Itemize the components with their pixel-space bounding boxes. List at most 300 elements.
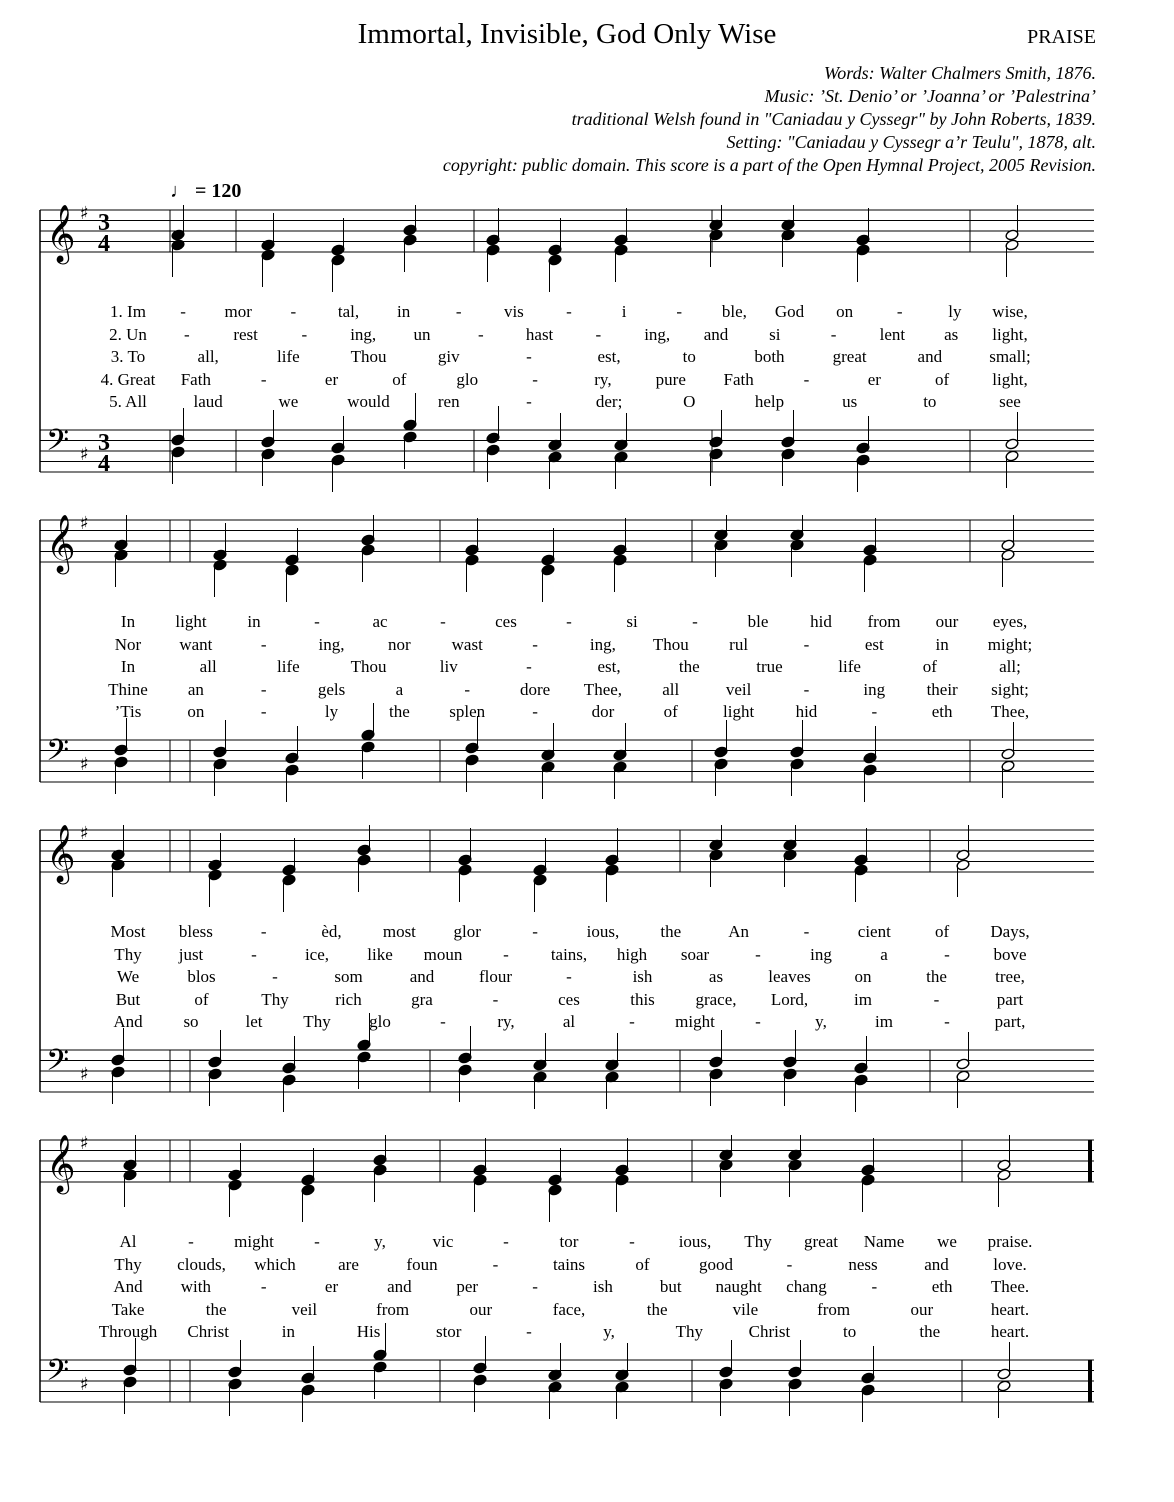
bass-clef-icon: 𝄢 bbox=[46, 1044, 70, 1085]
lyric-line-verse-5 bbox=[0, 702, 1174, 722]
lyric-syllable: Thou bbox=[652, 634, 689, 654]
hyphen: - bbox=[803, 679, 810, 699]
lyric-syllable: Lord, bbox=[770, 989, 809, 1009]
lyric-syllable: tains bbox=[552, 1254, 586, 1274]
lyric-syllable: er bbox=[324, 369, 339, 389]
lyric-syllable: rul bbox=[729, 634, 749, 654]
lyric-syllable: from bbox=[376, 1299, 410, 1319]
lyric-syllable: est bbox=[864, 634, 884, 654]
hyphen: - bbox=[755, 944, 761, 964]
lyric-syllable: But bbox=[115, 989, 141, 1009]
lyric-syllable: vis bbox=[503, 302, 524, 321]
lyric-syllable: Nor bbox=[114, 634, 142, 654]
lyric-syllable: to bbox=[682, 347, 696, 366]
lyric-line-verse-5 bbox=[0, 1322, 1174, 1342]
lyric-syllable: cient bbox=[857, 922, 891, 941]
hyphen: - bbox=[532, 1277, 538, 1296]
lyric-syllable: of bbox=[392, 369, 407, 389]
lyric-syllable: un bbox=[413, 324, 431, 344]
lyric-syllable: der; bbox=[595, 392, 623, 411]
lyric-syllable: life bbox=[838, 657, 861, 676]
hyphen: - bbox=[260, 702, 267, 721]
lyric-syllable: tor bbox=[559, 1232, 579, 1251]
system-3 bbox=[0, 825, 1174, 1125]
lyric-syllable: to bbox=[843, 1322, 857, 1341]
lyric-syllable: heart. bbox=[990, 1322, 1030, 1341]
hyphen: - bbox=[526, 347, 532, 366]
hymn-title: Immortal, Invisible, God Only Wise bbox=[357, 18, 777, 50]
lyric-syllable: us bbox=[842, 392, 858, 411]
lyric-syllable: tree, bbox=[995, 967, 1025, 986]
lyric-syllable: 2. Un bbox=[109, 324, 147, 344]
lyric-syllable: mor bbox=[224, 302, 252, 321]
lyric-syllable: èd, bbox=[321, 922, 342, 941]
lyric-syllable: ry, bbox=[497, 1012, 515, 1031]
lyric-syllable: our bbox=[469, 1299, 493, 1319]
lyric-syllable: ren bbox=[437, 392, 460, 411]
lyric-syllable: light, bbox=[992, 369, 1028, 389]
lyric-syllable: naught bbox=[715, 1277, 762, 1296]
lyric-syllable: ble bbox=[747, 612, 769, 631]
lyric-syllable: per bbox=[456, 1277, 479, 1296]
hyphen: - bbox=[260, 679, 267, 699]
lyric-syllable: nor bbox=[388, 634, 411, 654]
lyric-syllable: wast bbox=[451, 634, 483, 654]
treble-staff bbox=[40, 825, 1094, 885]
time-signature-numerator: 3 bbox=[98, 210, 110, 236]
bass-staff bbox=[40, 734, 1094, 782]
lyric-syllable: see bbox=[999, 392, 1021, 411]
lyric-syllable: are bbox=[338, 1254, 359, 1274]
lyric-syllable: an bbox=[187, 679, 204, 699]
sharp-icon: ♯ bbox=[80, 1135, 89, 1154]
lyric-syllable: in bbox=[281, 1322, 295, 1341]
lyric-syllable: eyes, bbox=[992, 612, 1028, 631]
lyric-syllable: In bbox=[120, 612, 136, 631]
credit-words: Words: Walter Chalmers Smith, 1876. bbox=[823, 63, 1096, 83]
lyric-syllable: like bbox=[367, 944, 393, 964]
lyric-syllable: as bbox=[944, 324, 959, 344]
lyric-syllable: on bbox=[854, 967, 872, 986]
hyphen: - bbox=[492, 989, 499, 1009]
lyric-line-verse-3 bbox=[0, 967, 1174, 987]
hyphen: - bbox=[492, 1254, 499, 1274]
lyric-syllable: 1. Im bbox=[110, 302, 146, 321]
hyphen: - bbox=[464, 679, 471, 699]
lyric-syllable: stor bbox=[435, 1322, 462, 1341]
lyric-syllable: this bbox=[630, 989, 655, 1009]
lyric-syllable: pure bbox=[655, 369, 686, 389]
lyric-syllable: and bbox=[703, 324, 729, 344]
lyric-syllable: Name bbox=[863, 1232, 905, 1251]
lyric-syllable: Thou bbox=[350, 347, 387, 366]
lyric-syllable: dore bbox=[519, 679, 551, 699]
lyric-syllable: might; bbox=[987, 634, 1033, 654]
lyric-syllable: Thy bbox=[303, 1012, 331, 1031]
lyric-syllable: love. bbox=[993, 1254, 1027, 1274]
hyphen: - bbox=[676, 302, 683, 321]
lyric-syllable: part bbox=[996, 989, 1024, 1009]
lyric-syllable: ces bbox=[558, 989, 580, 1009]
lyric-syllable: which bbox=[254, 1254, 296, 1274]
lyric-syllable: tains, bbox=[550, 944, 588, 964]
lyric-syllable: ious, bbox=[678, 1232, 712, 1251]
lyric-syllable: sight; bbox=[991, 679, 1029, 699]
lyric-syllable: a bbox=[880, 944, 888, 964]
lyric-line-verse-3 bbox=[0, 1277, 1174, 1297]
lyric-syllable: y, bbox=[815, 1012, 827, 1031]
lyric-syllable: veil bbox=[725, 679, 752, 699]
lyric-syllable: small; bbox=[989, 347, 1031, 366]
hyphen: - bbox=[314, 1232, 320, 1251]
time-signature-denominator: 4 bbox=[98, 451, 110, 477]
lyric-line-verse-2 bbox=[0, 1255, 1174, 1275]
lyric-syllable: great bbox=[832, 347, 867, 366]
lyric-syllable: as bbox=[708, 967, 724, 986]
sharp-icon: ♯ bbox=[80, 1064, 89, 1085]
system-2 bbox=[0, 515, 1174, 815]
hyphen: - bbox=[440, 1012, 446, 1031]
lyric-syllable: liv bbox=[439, 657, 458, 676]
hyphen: - bbox=[290, 302, 297, 321]
lyric-syllable: and bbox=[387, 1277, 412, 1296]
lyric-syllable: bless bbox=[178, 922, 213, 941]
hyphen: - bbox=[272, 967, 278, 986]
treble-clef-icon: 𝄞 bbox=[46, 1135, 76, 1192]
treble-staff bbox=[40, 1135, 1094, 1195]
lyric-syllable: foun bbox=[406, 1254, 438, 1274]
lyric-syllable: 4. Great bbox=[100, 369, 156, 389]
lyric-syllable: ing bbox=[863, 679, 886, 699]
lyric-syllable: and bbox=[917, 347, 943, 366]
lyric-syllable: help bbox=[754, 392, 785, 411]
lyric-syllable: so bbox=[183, 1012, 199, 1031]
lyric-syllable: ing, bbox=[589, 634, 616, 654]
lyric-syllable: 3. To bbox=[110, 347, 146, 366]
hyphen: - bbox=[440, 612, 446, 631]
lyric-syllable: Al bbox=[119, 1232, 137, 1251]
lyric-syllable: Thy bbox=[261, 989, 289, 1009]
sharp-icon: ♯ bbox=[80, 205, 89, 224]
lyric-syllable: ice, bbox=[304, 944, 330, 964]
hyphen: - bbox=[526, 392, 532, 411]
lyric-line-verse-1 bbox=[0, 922, 1174, 942]
lyric-syllable: veil bbox=[291, 1299, 318, 1319]
lyric-syllable: ces bbox=[495, 612, 517, 631]
lyric-syllable: eth bbox=[931, 1277, 953, 1296]
lyric-syllable: but bbox=[659, 1277, 682, 1296]
lyric-syllable: giv bbox=[437, 347, 460, 366]
lyric-syllable: ish bbox=[632, 967, 653, 986]
lyric-syllable: of bbox=[663, 702, 678, 721]
bass-clef-icon: 𝄢 bbox=[46, 424, 70, 465]
lyric-syllable: face, bbox=[552, 1299, 586, 1319]
lyric-syllable: heart. bbox=[990, 1299, 1030, 1319]
lyric-syllable: His bbox=[356, 1322, 381, 1341]
lyric-syllable: praise. bbox=[987, 1232, 1033, 1251]
hyphen: - bbox=[830, 324, 837, 344]
lyric-syllable: si bbox=[769, 324, 781, 344]
lyric-syllable: our bbox=[935, 612, 959, 631]
hyphen: - bbox=[526, 657, 532, 676]
lyric-syllable: in bbox=[247, 612, 261, 631]
lyric-syllable: glo bbox=[456, 369, 479, 389]
lyric-syllable: a bbox=[395, 679, 404, 699]
lyric-line-verse-2 bbox=[0, 635, 1174, 655]
lyric-syllable: Thou bbox=[350, 657, 387, 676]
hyphen: - bbox=[503, 1232, 509, 1251]
lyric-syllable: er bbox=[324, 1277, 339, 1296]
lyric-syllable: and bbox=[924, 1254, 949, 1274]
lyric-syllable: Christ bbox=[187, 1322, 229, 1341]
lyric-syllable: hast bbox=[525, 324, 554, 344]
lyric-syllable: We bbox=[116, 967, 140, 986]
tempo-value: = 120 bbox=[195, 180, 242, 202]
lyric-syllable: of bbox=[935, 922, 950, 941]
treble-staff bbox=[40, 515, 1094, 575]
lyric-syllable: ly bbox=[948, 302, 962, 321]
lyric-syllable: just bbox=[178, 944, 204, 964]
hyphen: - bbox=[532, 369, 538, 389]
lyric-syllable: al bbox=[562, 1012, 576, 1031]
hyphen: - bbox=[260, 369, 267, 389]
lyric-syllable: the bbox=[205, 1299, 227, 1319]
lyric-syllable: our bbox=[910, 1299, 934, 1319]
lyric-syllable: all bbox=[662, 679, 680, 699]
lyric-syllable: tal, bbox=[337, 302, 360, 321]
lyric-line-verse-3 bbox=[0, 347, 1174, 367]
lyric-syllable: dor bbox=[591, 702, 615, 721]
lyric-syllable: clouds, bbox=[177, 1254, 226, 1274]
hyphen: - bbox=[944, 944, 950, 964]
lyric-syllable: Thee, bbox=[990, 702, 1030, 721]
credit-source: traditional Welsh found in "Caniadau y Cyssegr" by John Roberts, 1839. bbox=[571, 109, 1096, 129]
lyric-syllable: Thy bbox=[114, 944, 142, 964]
lyric-syllable: want bbox=[179, 634, 213, 654]
hyphen: - bbox=[566, 612, 572, 631]
hyphen: - bbox=[532, 634, 538, 654]
lyric-syllable: Thy bbox=[114, 1254, 142, 1274]
lyric-syllable: most bbox=[382, 922, 416, 941]
lyric-syllable: God bbox=[774, 302, 805, 321]
lyric-syllable: laud bbox=[193, 392, 223, 411]
lyric-syllable: ac bbox=[372, 612, 388, 631]
credit-copyright: copyright: public domain. This score is a part of the Open Hymnal Project, 2005 Revision. bbox=[442, 155, 1096, 175]
lyric-syllable: their bbox=[926, 679, 958, 699]
lyric-syllable: might bbox=[675, 1012, 715, 1031]
lyric-syllable: hid bbox=[810, 612, 832, 631]
lyric-syllable: Thee. bbox=[990, 1277, 1030, 1296]
lyric-syllable: on bbox=[836, 302, 854, 321]
lyric-syllable: Fath bbox=[723, 369, 754, 389]
credits-block bbox=[96, 62, 1096, 177]
bass-staff bbox=[40, 1044, 1094, 1092]
hyphen: - bbox=[251, 944, 257, 964]
lyric-syllable: the bbox=[646, 1299, 668, 1319]
bass-staff bbox=[40, 1354, 1094, 1402]
hyphen: - bbox=[260, 1277, 267, 1296]
lyric-syllable: vile bbox=[732, 1299, 759, 1319]
lyric-syllable: chang bbox=[786, 1277, 827, 1296]
lyric-syllable: great bbox=[804, 1232, 838, 1251]
hyphen: - bbox=[532, 922, 538, 941]
lyric-syllable: the bbox=[926, 967, 947, 986]
lyric-syllable: we bbox=[937, 1232, 957, 1251]
lyric-syllable: ry, bbox=[594, 369, 612, 389]
hyphen: - bbox=[944, 1012, 950, 1031]
lyric-syllable: In bbox=[120, 657, 136, 676]
treble-clef-icon: 𝄞 bbox=[46, 825, 76, 882]
lyric-syllable: of bbox=[635, 1254, 650, 1274]
treble-clef-icon: 𝄞 bbox=[46, 515, 76, 572]
credit-setting: Setting: "Caniadau y Cyssegr a’r Teulu", 1878, alt. bbox=[726, 132, 1096, 152]
time-signature-numerator: 3 bbox=[98, 430, 110, 456]
hyphen: - bbox=[803, 922, 810, 941]
lyric-line-verse-2 bbox=[0, 325, 1174, 345]
lyric-syllable: ly bbox=[324, 702, 339, 721]
lyric-line-verse-2 bbox=[0, 945, 1174, 965]
lyric-syllable: est, bbox=[597, 347, 621, 366]
lyric-syllable: all; bbox=[999, 657, 1021, 676]
system-1 bbox=[0, 205, 1174, 505]
lyric-syllable: the bbox=[388, 702, 410, 721]
hyphen: - bbox=[692, 612, 698, 631]
lyric-syllable: bove bbox=[993, 944, 1027, 964]
hyphen: - bbox=[188, 1232, 194, 1251]
hyphen: - bbox=[566, 302, 572, 321]
hyphen: - bbox=[455, 302, 462, 321]
lyric-syllable: leaves bbox=[768, 967, 811, 986]
lyric-syllable: gels bbox=[317, 679, 346, 699]
hyphen: - bbox=[180, 302, 186, 321]
lyric-syllable: er bbox=[867, 369, 881, 389]
lyric-syllable: and bbox=[409, 967, 435, 986]
lyric-syllable: we bbox=[278, 392, 299, 411]
sharp-icon: ♯ bbox=[80, 515, 89, 534]
hyphen: - bbox=[183, 324, 190, 344]
lyric-syllable: let bbox=[245, 1012, 263, 1031]
lyric-syllable: ing, bbox=[644, 324, 671, 344]
lyric-syllable: of bbox=[194, 989, 209, 1009]
lyric-syllable: y, bbox=[603, 1322, 615, 1341]
hyphen: - bbox=[526, 1322, 532, 1341]
lyric-syllable: blos bbox=[187, 967, 216, 986]
lyric-syllable: im bbox=[875, 1012, 893, 1031]
bass-clef-icon: 𝄢 bbox=[46, 1354, 70, 1395]
lyric-syllable: Most bbox=[110, 922, 146, 941]
hyphen: - bbox=[260, 922, 267, 941]
lyric-syllable: all, bbox=[197, 347, 219, 366]
lyric-syllable: light bbox=[175, 612, 207, 631]
lyric-syllable: to bbox=[923, 392, 937, 411]
hyphen: - bbox=[314, 612, 320, 631]
lyric-syllable: glo bbox=[369, 1012, 391, 1031]
lyric-syllable: ish bbox=[593, 1277, 613, 1296]
lyric-syllable: Days, bbox=[990, 922, 1030, 941]
lyric-syllable: of bbox=[935, 369, 950, 389]
lyric-syllable: Thee, bbox=[583, 679, 623, 699]
lyric-syllable: from bbox=[867, 612, 901, 631]
lyric-syllable: life bbox=[277, 657, 300, 676]
sharp-icon: ♯ bbox=[80, 754, 89, 775]
lyric-syllable: light bbox=[723, 702, 755, 721]
lyric-syllable: in bbox=[935, 634, 949, 654]
sharp-icon: ♯ bbox=[80, 825, 89, 844]
hyphen: - bbox=[896, 302, 903, 321]
sharp-icon: ♯ bbox=[80, 1374, 89, 1395]
lyric-syllable: Thy bbox=[744, 1232, 772, 1251]
hyphen: - bbox=[260, 634, 267, 654]
lyric-syllable: ing bbox=[810, 944, 832, 964]
lyric-line-verse-1 bbox=[0, 302, 1174, 322]
lyric-syllable: ’Tis bbox=[114, 702, 142, 721]
hyphen: - bbox=[629, 1232, 635, 1251]
lyric-syllable: true bbox=[756, 657, 783, 676]
hyphen: - bbox=[803, 369, 810, 389]
hyphen: - bbox=[871, 702, 878, 721]
lyric-syllable: of bbox=[922, 657, 937, 676]
treble-staff bbox=[40, 205, 1094, 265]
hyphen: - bbox=[629, 1012, 635, 1031]
lyric-line-verse-4 bbox=[0, 990, 1174, 1010]
lyric-syllable: high bbox=[616, 944, 648, 964]
sharp-icon: ♯ bbox=[80, 444, 89, 465]
lyric-syllable: si bbox=[626, 612, 638, 631]
lyric-syllable: rest bbox=[233, 324, 258, 344]
hyphen: - bbox=[786, 1254, 793, 1274]
lyric-syllable: the bbox=[678, 657, 700, 676]
lyric-syllable: im bbox=[854, 989, 872, 1009]
lyric-syllable: Thine bbox=[108, 679, 148, 699]
treble-clef-icon: 𝄞 bbox=[46, 205, 76, 262]
lyric-syllable: all bbox=[199, 657, 217, 676]
lyric-syllable: 5. All bbox=[109, 392, 147, 411]
lyric-line-verse-4 bbox=[0, 370, 1174, 390]
lyric-syllable: Christ bbox=[748, 1322, 791, 1341]
lyric-syllable: wise, bbox=[992, 302, 1028, 321]
lyric-syllable: And bbox=[113, 1012, 143, 1031]
lyric-syllable: ing, bbox=[318, 634, 345, 654]
lyric-syllable: ness bbox=[848, 1254, 878, 1274]
hyphen: - bbox=[477, 324, 484, 344]
lyric-line-verse-1 bbox=[0, 612, 1174, 632]
hyphen: - bbox=[755, 1012, 761, 1031]
lyric-syllable: grace, bbox=[695, 989, 737, 1009]
time-signature-denominator: 4 bbox=[98, 231, 110, 257]
lyric-syllable: Thy bbox=[675, 1322, 703, 1341]
hyphen: - bbox=[566, 967, 572, 986]
lyric-syllable: Fath bbox=[180, 369, 211, 389]
hyphen: - bbox=[933, 989, 940, 1009]
bass-staff bbox=[40, 424, 1094, 477]
lyric-syllable: An bbox=[728, 922, 749, 941]
lyric-syllable: with bbox=[180, 1277, 211, 1296]
lyric-syllable: Take bbox=[111, 1299, 145, 1319]
lyric-syllable: vic bbox=[432, 1232, 454, 1251]
hyphen: - bbox=[595, 324, 602, 344]
system-4 bbox=[0, 1135, 1174, 1435]
lyric-syllable: the bbox=[919, 1322, 941, 1341]
lyric-syllable: in bbox=[397, 302, 411, 321]
lyric-syllable: from bbox=[817, 1299, 851, 1319]
lyric-line-verse-5 bbox=[0, 392, 1174, 412]
lyric-syllable: lent bbox=[879, 324, 906, 344]
lyric-syllable: part, bbox=[994, 1012, 1026, 1031]
lyric-syllable: might bbox=[234, 1232, 274, 1251]
hyphen: - bbox=[503, 944, 509, 964]
tempo-marking bbox=[170, 180, 241, 203]
lyric-line-verse-5 bbox=[0, 1012, 1174, 1032]
